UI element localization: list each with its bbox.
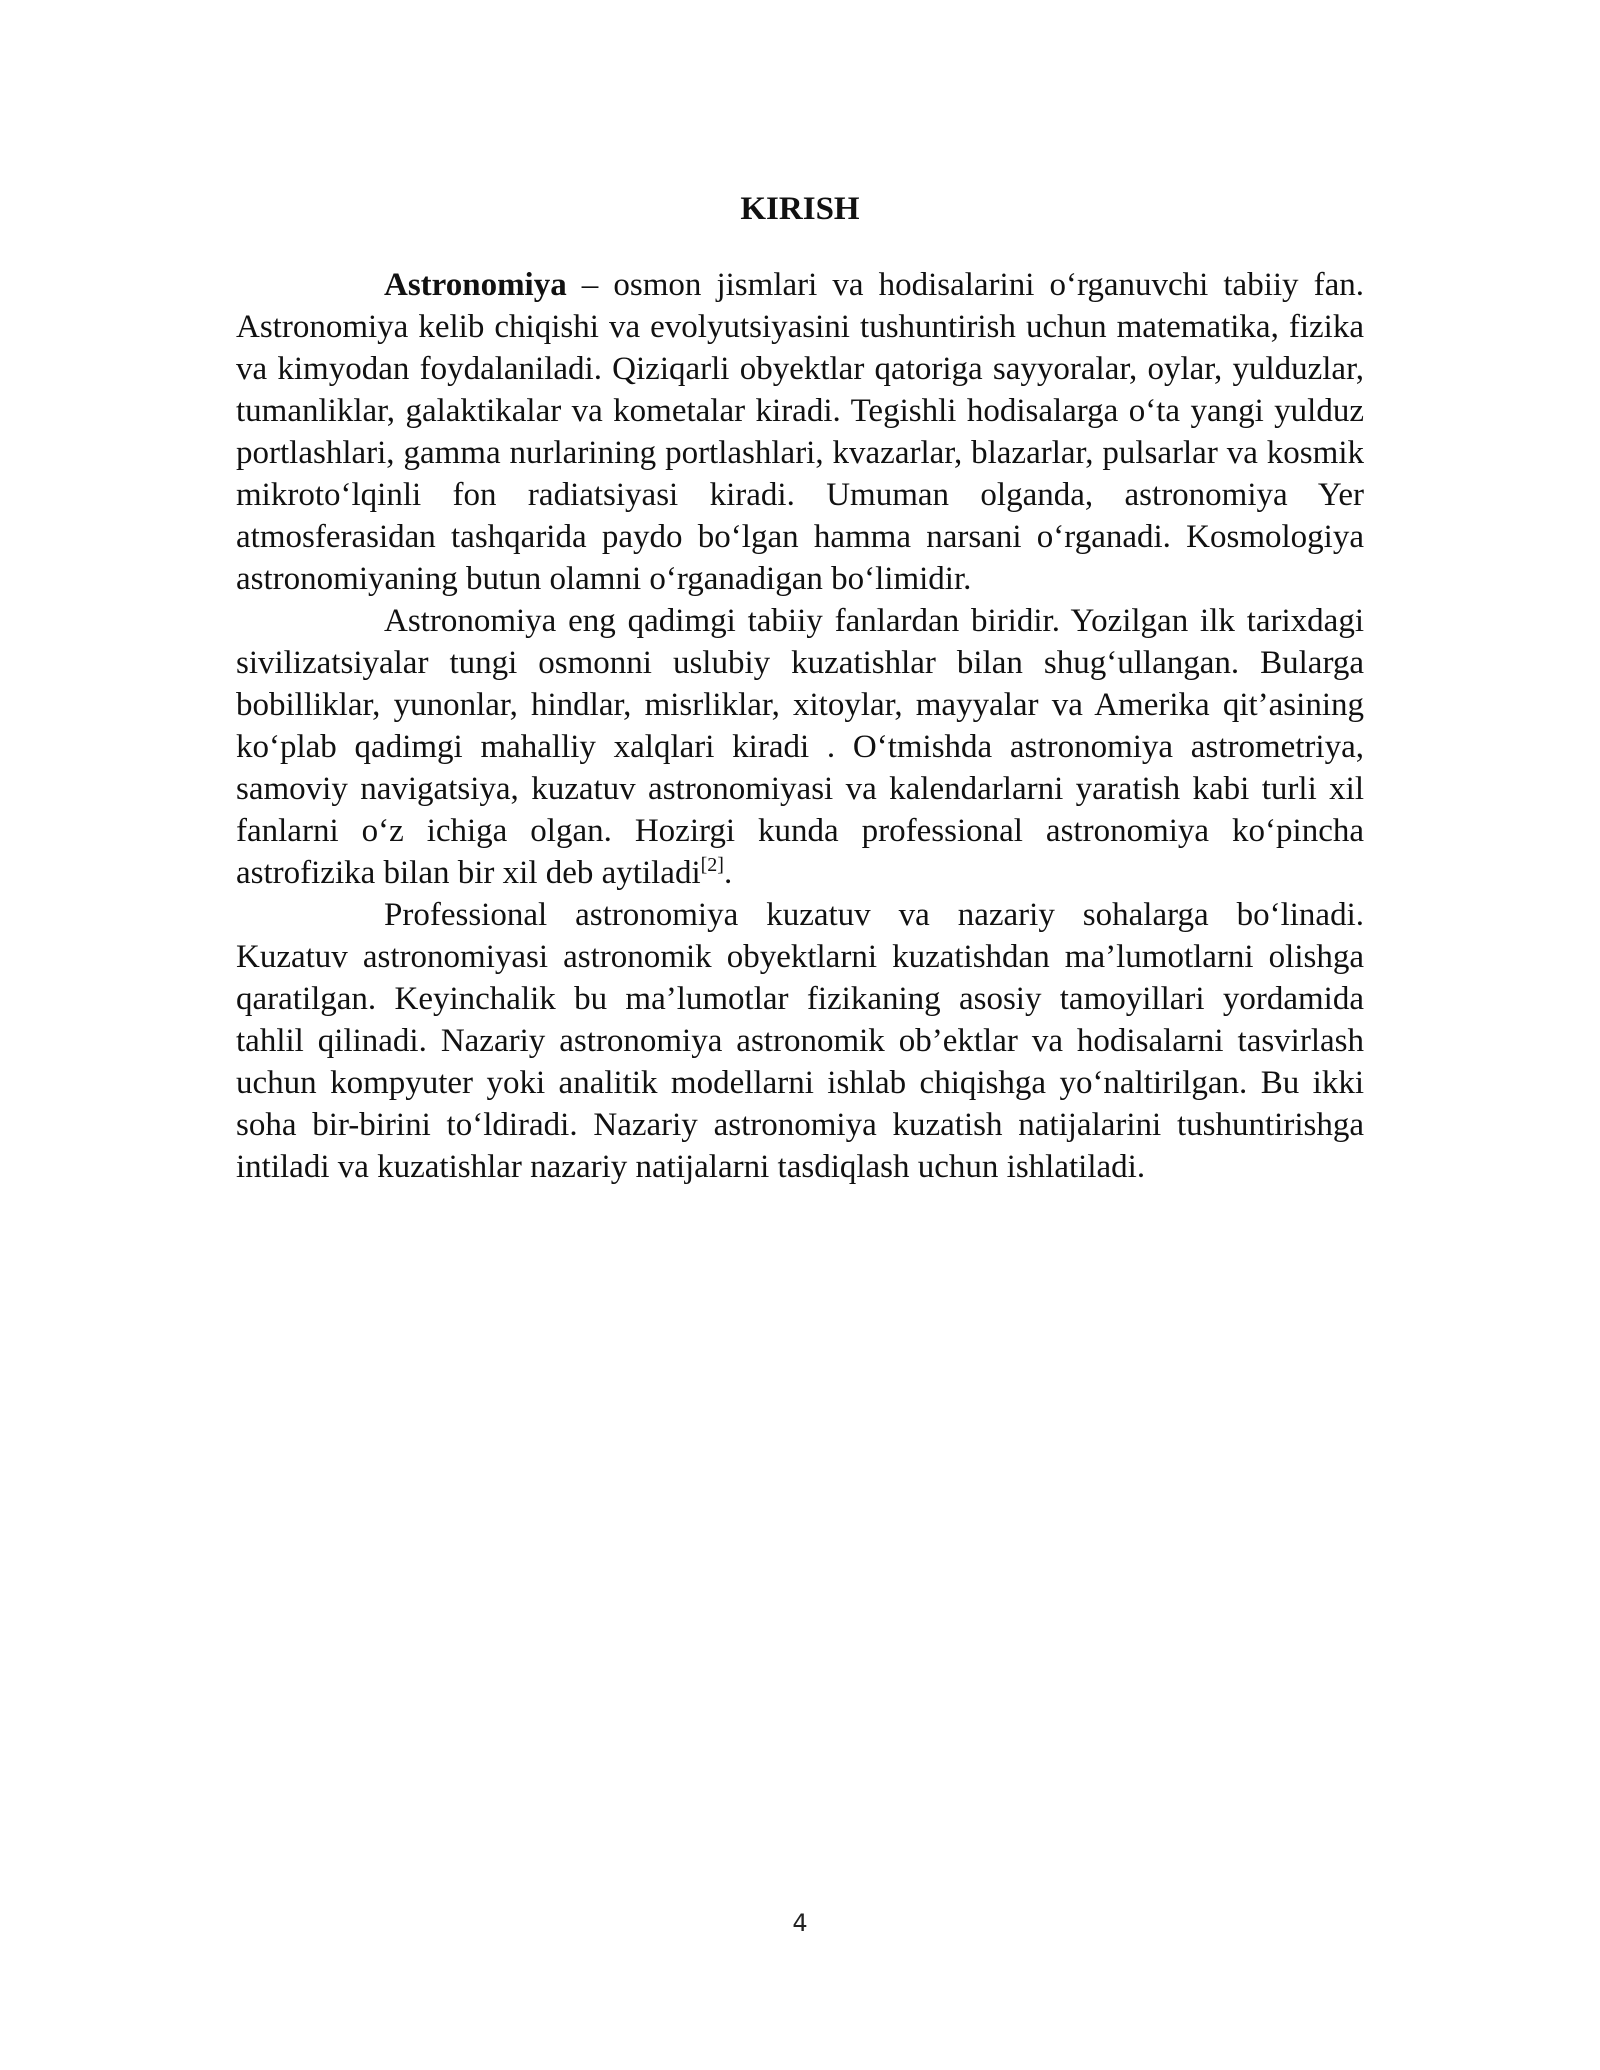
paragraph-1-text: – osmon jismlari va hodisalarini o‘rganuvchi tabiiy fan. Astronomiya kelib chiqishi va evolyutsiyasini tushuntirish uchun matematika, fizika va kimyodan foydalaniladi. Qiziqarli obyektlar qatoriga sayyoralar, oylar, yulduzlar, tumanliklar, galaktikalar va kometalar kiradi. Tegishli hodisalarga o‘ta yangi yulduz portlashlari, gamma nurlarining portlashlari, kvazarlar, blazarlar, pulsarlar va kosmik mikroto‘lqinli fon radiatsiyasi kiradi. Umuman olganda, astronomiya Yer atmosferasidan tashqarida paydo bo‘lgan hamma narsani o‘rganadi. Kosmologiya astronomiyaning butun olamni o‘rganadigan bo‘limidir.	[236, 267, 1364, 597]
paragraph-3-text: Professional astronomiya kuzatuv va nazariy sohalarga bo‘linadi. Kuzatuv astronomiyasi astronomik obyektlarni kuzatishdan ma’lumotlarni olishga qaratilgan. Keyinchalik bu ma’lumotlar fizikaning asosiy tamoyillari yordamida tahlil qilinadi. Nazariy astronomiya astronomik ob’ektlar va hodisalarni tasvirlash uchun kompyuter yoki analitik modellarni ishlab chiqishga yo‘naltirilgan. Bu ikki soha bir-birini to‘ldiradi. Nazariy astronomiya kuzatish natijalarini tushuntirishga intiladi va kuzatishlar nazariy natijalarni tasdiqlash uchun ishlatiladi.	[236, 897, 1364, 1185]
paragraph-2	[236, 600, 1364, 894]
bold-term: Astronomiya	[384, 267, 567, 303]
page-title: KIRISH	[740, 191, 860, 227]
paragraph-2-tail: .	[723, 855, 733, 891]
body-text	[236, 264, 1364, 1188]
page-number: 4	[792, 1909, 808, 1937]
paragraph-3	[236, 894, 1364, 1188]
paragraph-2-text: Astronomiya eng qadimgi tabiiy fanlardan biridir. Yozilgan ilk tarixdagi sivilizatsiyalar tungi osmonni uslubiy kuzatishlar bilan shug‘ullangan. Bularga bobilliklar, yunonlar, hindlar, misrliklar, xitoylar, mayyalar va Amerika qit’asining ko‘plab qadimgi mahalliy xalqlari kiradi . O‘tmishda astronomiya astrometriya, samoviy navigatsiya, kuzatuv astronomiyasi va kalendarlarni yaratish kabi turli xil fanlarni o‘z ichiga olgan. Hozirgi kunda professional astronomiya ko‘pincha astrofizika bilan bir xil deb aytiladi	[236, 603, 1364, 891]
paragraph-1	[236, 264, 1364, 600]
footnote-reference[interactable]: [2]	[700, 854, 724, 876]
